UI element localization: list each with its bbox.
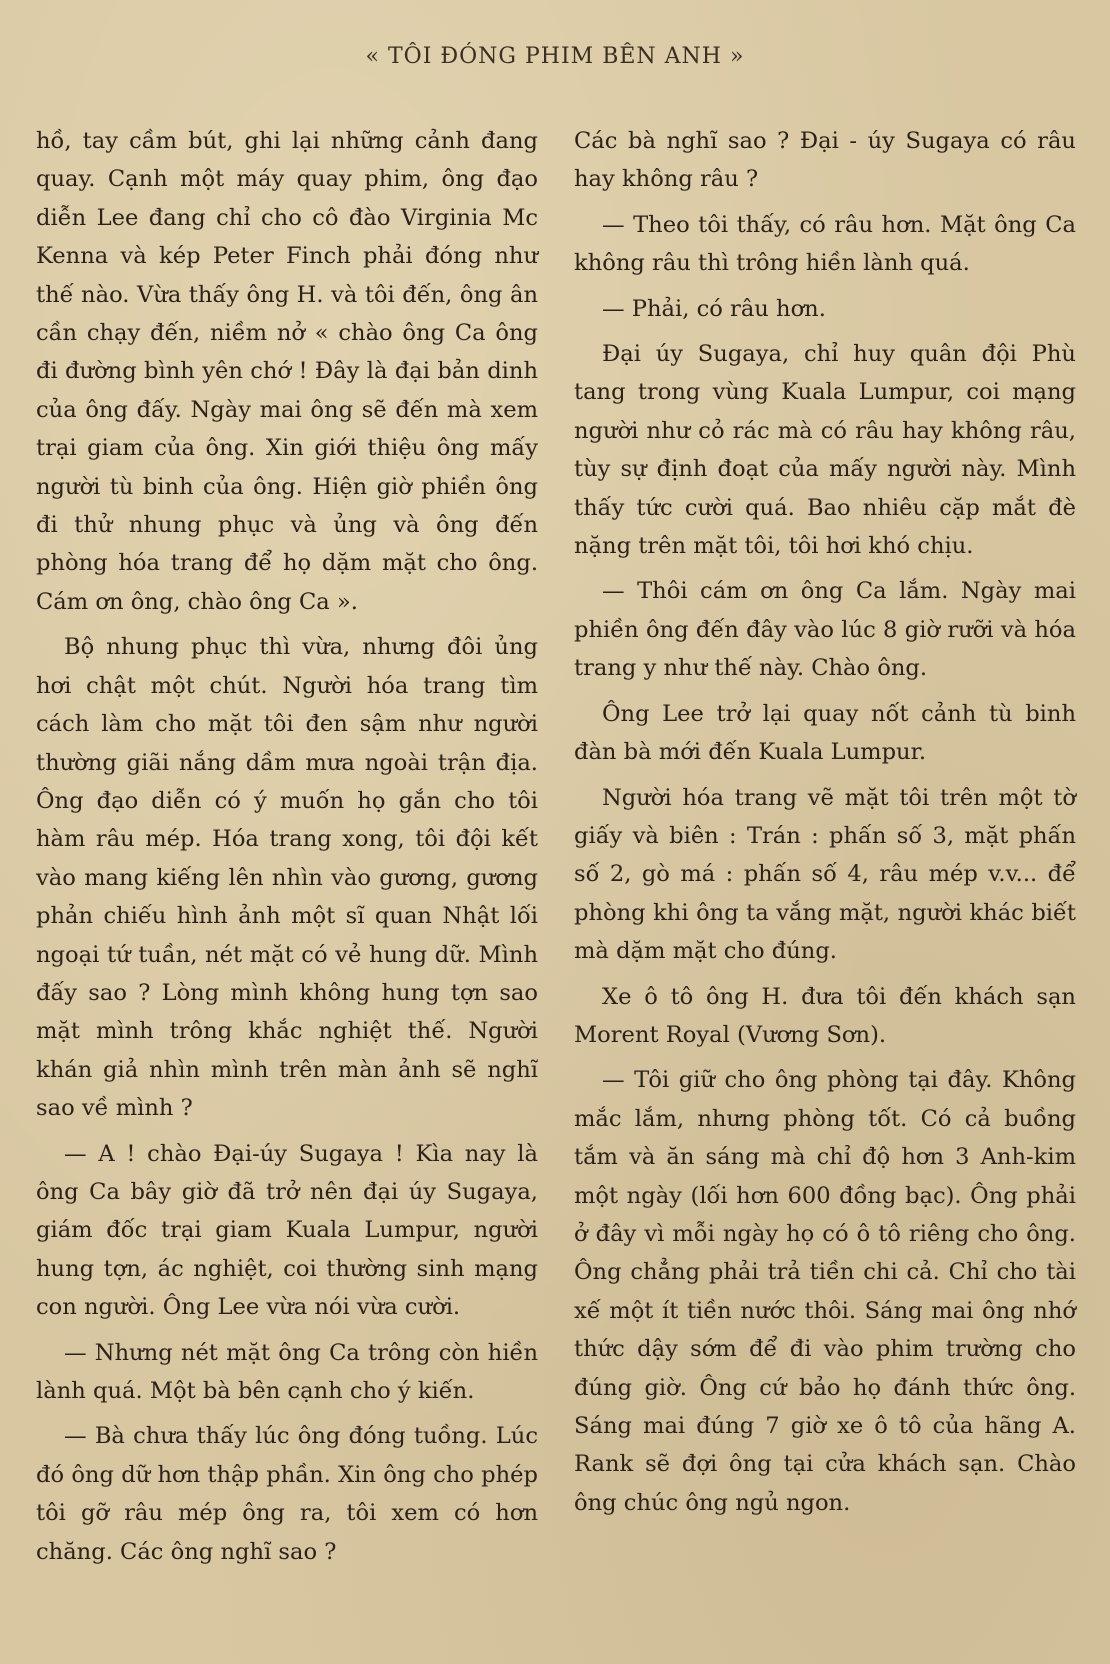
paragraph: — Nhưng nét mặt ông Ca trông còn hiền lành quá. Một bà bên cạnh cho ý kiến. [36,1339,538,1404]
paragraph: Các bà nghĩ sao ? Đại - úy Sugaya có râu hay không râu ? [574,128,1076,193]
paragraph: — Tôi giữ cho ông phòng tại đây. Không mắc lắm, nhưng phòng tốt. Có cả buồng tắm và ăn sáng mà chỉ độ hơn 3 Anh-kim một ngày (lối hơn 600 đồng bạc). Ông phải ở đây vì mỗi ngày họ có ô tô riêng cho ông. Ông chẳng phải trả tiền chi cả. Chỉ cho tài xế một ít tiền nước thôi. Sáng mai ông nhớ thức dậy sớm để đi vào phim trường cho đúng giờ. Ông cứ bảo họ đánh thức ông. Sáng mai đúng 7 giờ xe ô tô của hãng A. Rank sẽ đợi ông tại cửa khách sạn. Chào ông chúc ông ngủ ngon. [574,1067,1076,1516]
paragraph: Ông Lee trở lại quay nốt cảnh tù binh đàn bà mới đến Kuala Lumpur. [574,700,1076,766]
paragraph: — Phải, có râu hơn. [602,295,826,322]
paragraph: hồ, tay cầm bút, ghi lại những cảnh đang quay. Cạnh một máy quay phim, ông đạo diễn Lee đang chỉ cho cô đào Virginia Mc Kenna và kép Peter Finch phải đóng như thế nào. Vừa thấy ông H. và tôi đến, ông ân cần chạy đến, niềm nở « chào ông Ca ông đi đường bình yên chớ ! Đây là đại bản dinh của ông đấy. Ngày mai ông sẽ đến mà xem trại giam của ông. Xin giới thiệu ông mấy người tù binh của ông. Hiện giờ phiền ông đi thử nhung phục và ủng và ông đến phòng hóa trang để họ dặm mặt cho ông. Cám ơn ông, chào ông Ca ». [36,128,538,615]
paragraph: — Bà chưa thấy lúc ông đóng tuồng. Lúc đó ông dữ hơn thập phần. Xin ông cho phép tôi gỡ râu mép ông ra, tôi xem có hơn chăng. Các ông nghĩ sao ? [36,1423,538,1565]
left-column [36,122,538,1652]
paragraph: Đại úy Sugaya, chỉ huy quân đội Phù tang trong vùng Kuala Lumpur, coi mạng người như cỏ rác mà có râu hay không râu, tùy sự định đoạt của mấy người này. Mình thấy tức cười quá. Bao nhiêu cặp mắt đè nặng trên mặt tôi, tôi hơi khó chịu. [574,341,1076,560]
right-column [574,122,1076,1652]
text-columns [36,122,1076,1652]
paragraph: Bộ nhung phục thì vừa, nhưng đôi ủng hơi chật một chút. Người hóa trang tìm cách làm cho mặt tôi đen sậm như người thường giãi nắng dầm mưa ngoài trận địa. Ông đạo diễn có ý muốn họ gắn cho tôi hàm râu mép. Hóa trang xong, tôi đội kết vào mang kiếng lên nhìn vào gương, gương phản chiếu hình ảnh một sĩ quan Nhật lối ngoại tứ tuần, nét mặt có vẻ hung dữ. Mình đấy sao ? Lòng mình không hung tợn sao mặt mình trông khắc nghiệt thế. Người khán giả nhìn mình trên màn ảnh sẽ nghĩ sao về mình ? [36,634,538,1122]
paragraph: Xe ô tô ông H. đưa tôi đến khách sạn Morent Royal (Vương Sơn). [574,983,1076,1048]
paragraph: — Theo tôi thấy, có râu hơn. Mặt ông Ca không râu thì trông hiền lành quá. [574,211,1076,277]
running-title: « TÔI ĐÓNG PHIM BÊN ANH » [365,44,745,69]
paragraph: Người hóa trang vẽ mặt tôi trên một tờ giấy và biên : Trán : phấn số 3, mặt phấn số 2, gò má : phấn số 4, râu mép v.v... để phòng khi ông ta vắng mặt, người khác biết mà dặm mặt cho đúng. [574,784,1076,965]
paragraph: — A ! chào Đại-úy Sugaya ! Kìa nay là ông Ca bây giờ đã trở nên đại úy Sugaya, giám đốc trại giam Kuala Lumpur, người hung tợn, ác nghiệt, coi thường sinh mạng con người. Ông Lee vừa nói vừa cười. [36,1140,538,1321]
paragraph: — Thôi cám ơn ông Ca lắm. Ngày mai phiền ông đến đây vào lúc 8 giờ rưỡi và hóa trang y như thế này. Chào ông. [574,578,1076,682]
